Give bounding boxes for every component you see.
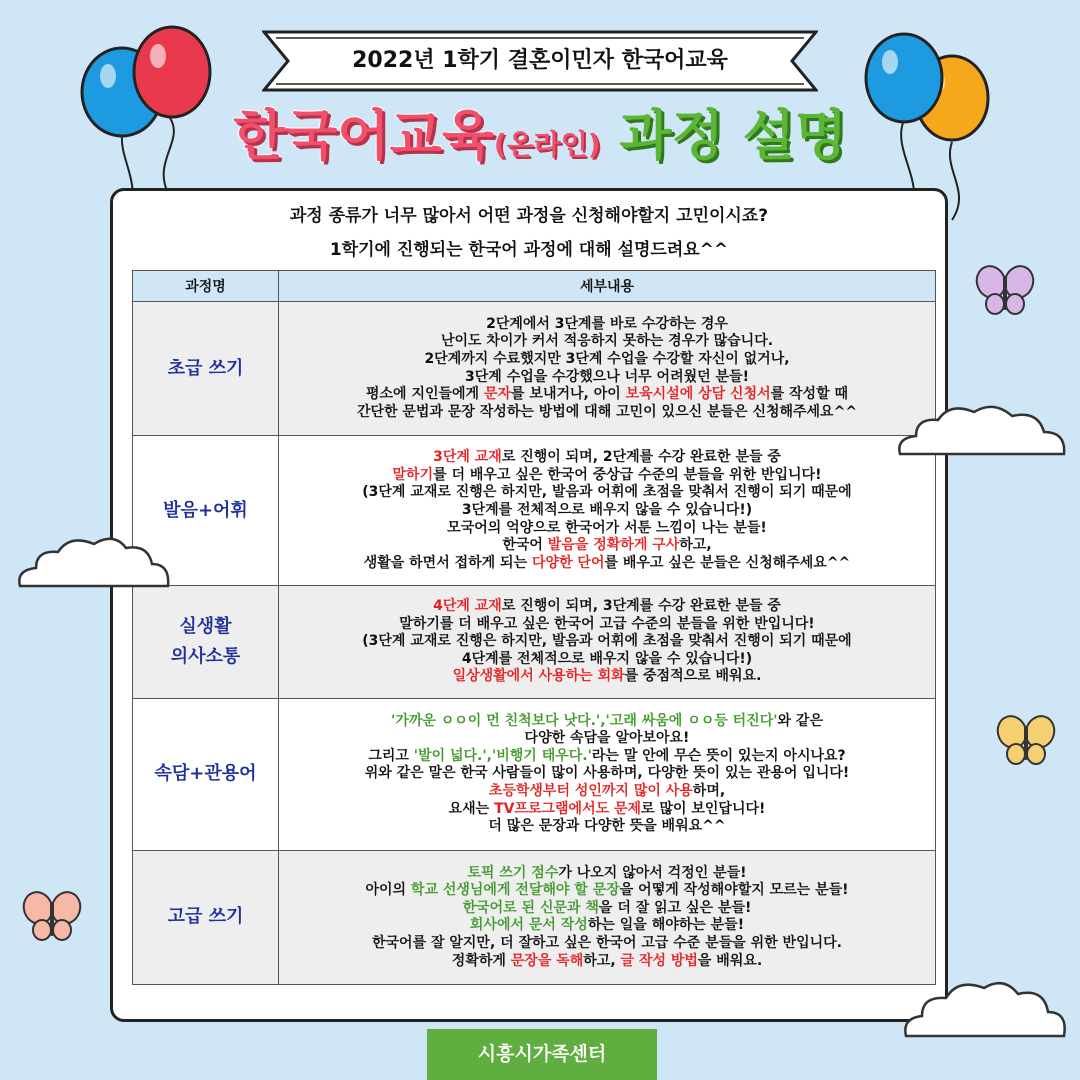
detail-line bbox=[279, 668, 935, 686]
highlight-text: 회사에서 문서 작성 bbox=[469, 917, 588, 934]
highlight-text: TV프로그램에서도 문제 bbox=[494, 800, 642, 817]
highlight-text: 문장을 독해 bbox=[510, 952, 584, 969]
highlight-text: 토픽 쓰기 점수 bbox=[467, 864, 559, 881]
course-name: 실생활 bbox=[179, 615, 232, 637]
header-course-name: 과정명 bbox=[133, 271, 279, 302]
detail-line bbox=[279, 633, 935, 651]
butterfly-icon bbox=[996, 712, 1056, 768]
detail-line bbox=[279, 333, 935, 351]
detail-line bbox=[279, 502, 935, 520]
course-name-cell bbox=[133, 302, 279, 436]
detail-line bbox=[279, 730, 935, 748]
cloud-icon bbox=[900, 978, 1070, 1040]
detail-line bbox=[279, 616, 935, 634]
detail-text: 2단계까지 수료했지만 3단계 수업을 수강할 자신이 없거나, bbox=[424, 351, 790, 367]
course-name-cell bbox=[133, 698, 279, 850]
detail-text: 요새는 bbox=[448, 800, 495, 817]
detail-text: 난이도 차이가 커서 적응하지 못하는 경우가 많습니다. bbox=[440, 333, 774, 350]
detail-text: 를 보내거나, 아이 bbox=[511, 386, 626, 403]
detail-line bbox=[279, 882, 935, 900]
cloud-icon bbox=[894, 402, 1070, 458]
table-row bbox=[133, 586, 936, 698]
course-name: 고급 쓰기 bbox=[167, 906, 244, 928]
course-detail-cell bbox=[279, 698, 936, 850]
course-detail-cell bbox=[279, 436, 936, 586]
detail-text: 생활을 하면서 접하게 되는 bbox=[363, 554, 532, 571]
detail-line bbox=[279, 316, 935, 334]
detail-line bbox=[279, 818, 935, 836]
highlight-text: '가까운 ㅇㅇ이 먼 친척보다 낫다.','고래 싸움에 ㅇㅇ등 터진다' bbox=[391, 712, 778, 729]
detail-line bbox=[279, 935, 935, 953]
detail-line bbox=[279, 467, 935, 485]
course-name: 속담+관용어 bbox=[154, 763, 257, 785]
highlight-text: 보육시설에 상담 신청서 bbox=[625, 386, 771, 403]
course-name: 초급 쓰기 bbox=[167, 357, 244, 379]
highlight-text: 한국어로 된 신문과 책 bbox=[462, 899, 599, 916]
detail-line bbox=[279, 900, 935, 918]
detail-line bbox=[279, 765, 935, 783]
detail-text: 를 중점적으로 배워요. bbox=[624, 668, 762, 685]
detail-line bbox=[279, 651, 935, 669]
highlight-text: 학교 선생님에게 전달해야 할 문장 bbox=[410, 882, 620, 899]
detail-text: 그리고 bbox=[368, 747, 414, 764]
detail-line bbox=[279, 555, 935, 573]
detail-line bbox=[279, 783, 935, 801]
highlight-text: 초등학생부터 성인까지 많이 사용 bbox=[488, 782, 693, 799]
course-name-cell bbox=[133, 850, 279, 984]
detail-text: 를 더 배우고 싶은 한국어 중상급 수준의 분들을 위한 반입니다! bbox=[433, 466, 822, 483]
highlight-text: 일상생활에서 사용하는 회화 bbox=[452, 668, 625, 685]
detail-text: 를 배우고 싶은 분들은 신청해주세요^^ bbox=[604, 554, 851, 571]
detail-line bbox=[279, 404, 935, 422]
detail-text: 간단한 문법과 문장 작성하는 방법에 대해 고민이 있으신 분들은 신청해주세요^^ bbox=[356, 403, 858, 420]
detail-line bbox=[279, 865, 935, 883]
detail-line bbox=[279, 520, 935, 538]
detail-line bbox=[279, 713, 935, 731]
course-detail-cell bbox=[279, 302, 936, 436]
detail-text: 정확하게 bbox=[451, 952, 511, 969]
course-table-body bbox=[133, 302, 936, 985]
intro-line-1: 과정 종류가 너무 많아서 어떤 과정을 신청해야할지 고민이시죠? bbox=[289, 206, 769, 226]
detail-line bbox=[279, 748, 935, 766]
detail-text: 다양한 속담을 알아보아요! bbox=[524, 730, 690, 747]
title-korean-education: 한국어교육 bbox=[233, 104, 494, 167]
highlight-text: '발이 넓다.','비행기 태우다.' bbox=[413, 747, 592, 764]
detail-line bbox=[279, 369, 935, 387]
detail-line bbox=[279, 953, 935, 971]
highlight-text: 발음을 정확하게 구사 bbox=[547, 537, 680, 554]
detail-text: 위와 같은 말은 한국 사람들이 많이 사용하며, 다양한 뜻이 있는 관용어 입니다! bbox=[364, 765, 850, 782]
table-row bbox=[133, 436, 936, 586]
detail-text: 한국어를 잘 알지만, 더 잘하고 싶은 한국어 고급 수준 분들을 위한 반입니다. bbox=[372, 934, 842, 951]
detail-text: 2단계에서 3단계를 바로 수강하는 경우 bbox=[486, 315, 728, 332]
detail-text: 를 작성할 때 bbox=[770, 386, 848, 403]
detail-text: 하고, bbox=[583, 952, 621, 969]
butterfly-icon bbox=[975, 262, 1035, 318]
detail-text: 모국어의 억양으로 한국어가 서툰 느낌이 나는 분들! bbox=[447, 519, 767, 536]
detail-text: (3단계 교재로 진행은 하지만, 발음과 어휘에 초점을 맞춰서 진행이 되기 때문에 bbox=[362, 484, 852, 501]
highlight-text: 3단계 교재 bbox=[433, 449, 502, 466]
intro-line-2: 1학기에 진행되는 한국어 과정에 대해 설명드려요^^ bbox=[329, 240, 729, 260]
detail-text: 을 어떻게 작성해야할지 모르는 분들! bbox=[619, 882, 849, 899]
title-online: (온라인) bbox=[493, 128, 601, 161]
organization-footer: 시흥시가족센터 bbox=[427, 1029, 657, 1080]
detail-line bbox=[279, 917, 935, 935]
detail-line bbox=[279, 449, 935, 467]
detail-text: 하는 일을 해야하는 분들! bbox=[587, 917, 745, 934]
course-name-cell bbox=[133, 586, 279, 698]
highlight-text: 4단계 교재 bbox=[433, 598, 502, 614]
detail-line bbox=[279, 484, 935, 502]
course-name: 발음+어휘 bbox=[163, 499, 248, 521]
table-row bbox=[133, 850, 936, 984]
detail-text: 로 진행이 되며, 3단계를 수강 완료한 분들 중 bbox=[501, 598, 781, 614]
detail-text: 하고, bbox=[679, 537, 712, 554]
table-row bbox=[133, 698, 936, 850]
detail-text: 와 같은 bbox=[777, 712, 823, 729]
highlight-text: 문자 bbox=[483, 386, 512, 403]
detail-text: 4단계를 전체적으로 배우지 않을 수 있습니다!) bbox=[461, 650, 753, 667]
highlight-text: 다양한 단어 bbox=[531, 554, 605, 571]
table-row bbox=[133, 302, 936, 436]
detail-text: 로 진행이 되며, 2단계를 수강 완료한 분들 중 bbox=[501, 449, 781, 466]
detail-text: 더 많은 문장과 다양한 뜻을 배워요^^ bbox=[488, 818, 726, 835]
detail-text: 을 배워요. bbox=[697, 952, 763, 969]
header-details: 세부내용 bbox=[279, 271, 936, 302]
detail-text: 3단계를 전체적으로 배우지 않을 수 있습니다!) bbox=[461, 502, 753, 518]
detail-text: 가 나오지 않아서 걱정인 분들! bbox=[558, 864, 747, 881]
detail-text: 로 많이 보인답니다! bbox=[641, 800, 766, 817]
detail-line bbox=[279, 537, 935, 555]
detail-line bbox=[279, 351, 935, 369]
highlight-text: 글 작성 방법 bbox=[620, 952, 698, 969]
table-header-row bbox=[133, 271, 936, 302]
detail-text: 하며, bbox=[692, 782, 726, 799]
main-title bbox=[0, 104, 1080, 177]
detail-line bbox=[279, 598, 935, 616]
detail-text: 말하기를 더 배우고 싶은 한국어 고급 수준의 분들을 위한 반입니다! bbox=[399, 615, 815, 632]
detail-text: 3단계 수업을 수강했으나 너무 어려웠던 분들! bbox=[465, 368, 749, 385]
detail-text: 아이의 bbox=[365, 882, 411, 899]
course-name: 의사소통 bbox=[170, 645, 241, 667]
detail-line bbox=[279, 801, 935, 819]
detail-line bbox=[279, 386, 935, 404]
course-detail-cell bbox=[279, 850, 936, 984]
detail-text: (3단계 교재로 진행은 하지만, 발음과 어휘에 초점을 맞춰서 진행이 되기 때문에 bbox=[362, 633, 852, 650]
cloud-icon bbox=[14, 534, 174, 590]
detail-text: 라는 말 안에 무슨 뜻이 있는지 아시나요? bbox=[591, 747, 846, 764]
detail-text: 평소에 지인들에게 bbox=[366, 386, 484, 403]
detail-text: 을 더 잘 읽고 싶은 분들! bbox=[598, 899, 752, 916]
course-detail-cell bbox=[279, 586, 936, 698]
course-table bbox=[132, 270, 936, 985]
detail-text: 한국어 bbox=[502, 537, 548, 554]
butterfly-icon bbox=[22, 888, 82, 944]
title-course-description: 과정 설명 bbox=[619, 104, 847, 167]
banner-title: 2022년 1학기 결혼이민자 한국어교육 bbox=[352, 48, 728, 73]
highlight-text: 말하기 bbox=[392, 466, 434, 483]
